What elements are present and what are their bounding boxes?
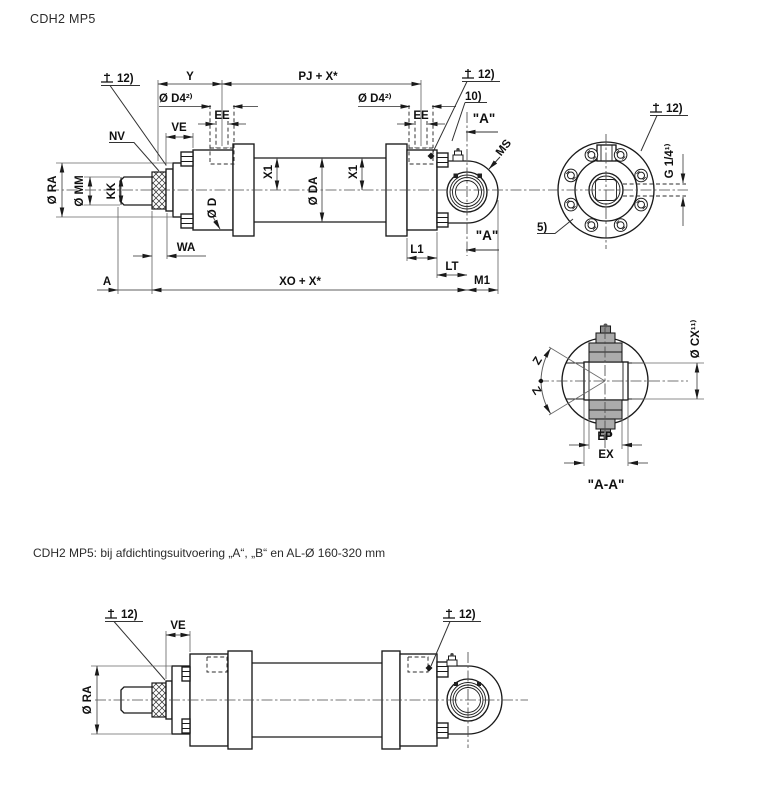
rod-wrench-flats <box>152 172 166 209</box>
perpendicularity-icon <box>101 73 113 82</box>
dim-label-mm: Ø MM <box>74 175 86 207</box>
retainer-mark <box>477 682 481 686</box>
dim-label-ra: Ø RA <box>82 685 94 715</box>
dim-label-kk: KK <box>106 182 118 200</box>
retainer-mark <box>478 174 483 179</box>
seal-cap-top <box>589 324 622 363</box>
perpendicularity-icon <box>462 69 474 78</box>
dim-label-z-bottom: Z <box>529 384 543 398</box>
note-label-12-left: 12) <box>117 73 134 85</box>
dim-label-lt: LT <box>445 261 459 273</box>
main-drawing <box>48 105 548 256</box>
dim-label-wa: WA <box>176 242 196 254</box>
section-label-a-bottom: "A" <box>475 228 499 243</box>
dim-label-ms: MS <box>493 137 515 159</box>
dim-label-ve: VE <box>171 122 187 134</box>
dim-label-ep: EP <box>597 431 613 443</box>
dim-label-ve: VE <box>170 620 186 632</box>
perpendicularity-note-left <box>101 73 166 165</box>
note-label-12-right: 12) <box>478 69 495 81</box>
perpendicularity-note-left <box>105 609 165 680</box>
bolt-hole <box>614 149 627 162</box>
flange-front-view <box>537 103 688 249</box>
perpendicularity-icon <box>650 103 662 112</box>
note-5 <box>537 219 573 234</box>
dim-label-x1-right: X1 <box>348 164 360 180</box>
note-label-12-flange: 12) <box>666 103 683 115</box>
note-label-10: 10) <box>465 91 482 103</box>
dim-label-y: Y <box>186 71 194 83</box>
grease-nipple-icon <box>447 653 457 666</box>
section-aa-view <box>529 320 704 492</box>
retainer-mark <box>454 682 458 686</box>
grease-nipple-icon <box>604 324 608 328</box>
dim-label-ee-right: EE <box>413 110 429 122</box>
note-label-12-left: 12) <box>121 609 138 621</box>
bolt-hole <box>635 198 648 211</box>
bolt-hole <box>565 198 578 211</box>
bolt-hole <box>585 149 598 162</box>
port-boss <box>597 145 616 161</box>
dim-label-pj: PJ + X* <box>298 71 338 83</box>
section-caption-aa: "A-A" <box>587 477 625 492</box>
page-title: CDH2 MP5 <box>30 12 96 26</box>
dim-label-da: Ø DA <box>308 176 320 206</box>
dim-label-z-top: Z <box>531 354 545 368</box>
perpendicularity-icon <box>105 609 117 618</box>
piston-rod <box>120 177 152 205</box>
dim-label-g14: G 1/4¹⁾ <box>664 143 676 179</box>
section-label-a-top: "A" <box>472 111 496 126</box>
variant-caption: CDH2 MP5: bij afdichtingsuitvoering „A“, „B“ en AL-Ø 160-320 mm <box>33 546 386 560</box>
variant-drawing <box>82 609 528 749</box>
dim-label-a: A <box>102 276 112 288</box>
dim-label-m1: M1 <box>474 275 490 287</box>
bolt-hole <box>635 169 648 182</box>
dim-label-x1-left: X1 <box>263 164 275 180</box>
note-label-5: 5) <box>537 222 548 234</box>
dim-label-d4-left: Ø D4²⁾ <box>159 93 193 105</box>
dim-label-cx: Ø CX¹¹⁾ <box>690 319 702 359</box>
bolt-hole <box>585 219 598 232</box>
dim-label-ra: Ø RA <box>47 175 59 205</box>
note-label-12-right: 12) <box>459 609 476 621</box>
dim-label-l1: L1 <box>410 244 424 256</box>
perpendicularity-icon <box>443 609 455 618</box>
bolt-hole <box>565 169 578 182</box>
dim-label-ex: EX <box>598 449 614 461</box>
grease-nipple-icon <box>453 148 463 161</box>
bolt-hole <box>614 219 627 232</box>
dim-label-d4-right: Ø D4²⁾ <box>358 93 392 105</box>
dim-label-xo: XO + X* <box>279 276 321 288</box>
retainer-mark <box>454 174 459 179</box>
dim-label-nv: NV <box>109 131 125 143</box>
dim-label-d: Ø D <box>207 197 219 219</box>
dim-label-ee-left: EE <box>214 110 230 122</box>
